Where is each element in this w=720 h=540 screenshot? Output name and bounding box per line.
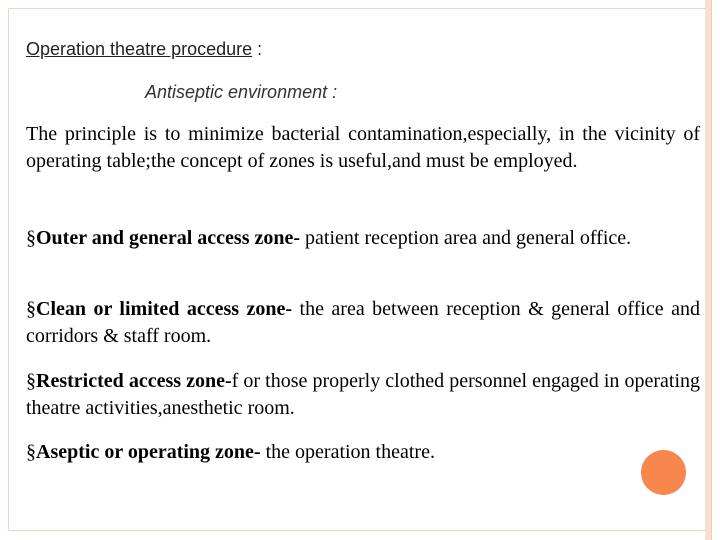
bullet-item: [26, 368, 700, 422]
intro-paragraph: The principle is to minimize bacterial contamination,especially, in the vicinity of operating table;the concept of zones is useful,and must be employed.: [26, 123, 700, 172]
bullet-term: Restricted access zone-: [36, 370, 232, 392]
bullet-text: the area between reception & general office and corridors & staff room.: [26, 298, 700, 347]
bullet-marker: §: [26, 370, 36, 392]
slide-title: [26, 39, 262, 60]
bullet-term: Clean or limited access zone-: [36, 298, 293, 320]
bullet-marker: §: [26, 441, 36, 463]
decorative-circle: [641, 450, 686, 495]
bullet-term: Aseptic or operating zone-: [36, 441, 261, 463]
bullet-item: [26, 439, 700, 466]
bullet-text: the operation theatre.: [260, 441, 435, 463]
bullet-item: [26, 225, 700, 252]
slide-right-rail-line: [711, 0, 712, 540]
title-suffix: :: [252, 39, 263, 59]
bullet-text: patient reception area and general office.: [300, 227, 632, 249]
title-text: Operation theatre procedure: [26, 39, 253, 59]
bullet-marker: §: [26, 227, 36, 249]
bullet-marker: §: [26, 298, 36, 320]
bullet-text: f or those properly clothed personnel engaged in operating theatre activities,anesthetic room.: [26, 370, 700, 419]
bullet-item: [26, 296, 700, 350]
bullet-term: Outer and general access zone-: [36, 227, 301, 249]
slide-subtitle: Antiseptic environment :: [145, 82, 338, 102]
